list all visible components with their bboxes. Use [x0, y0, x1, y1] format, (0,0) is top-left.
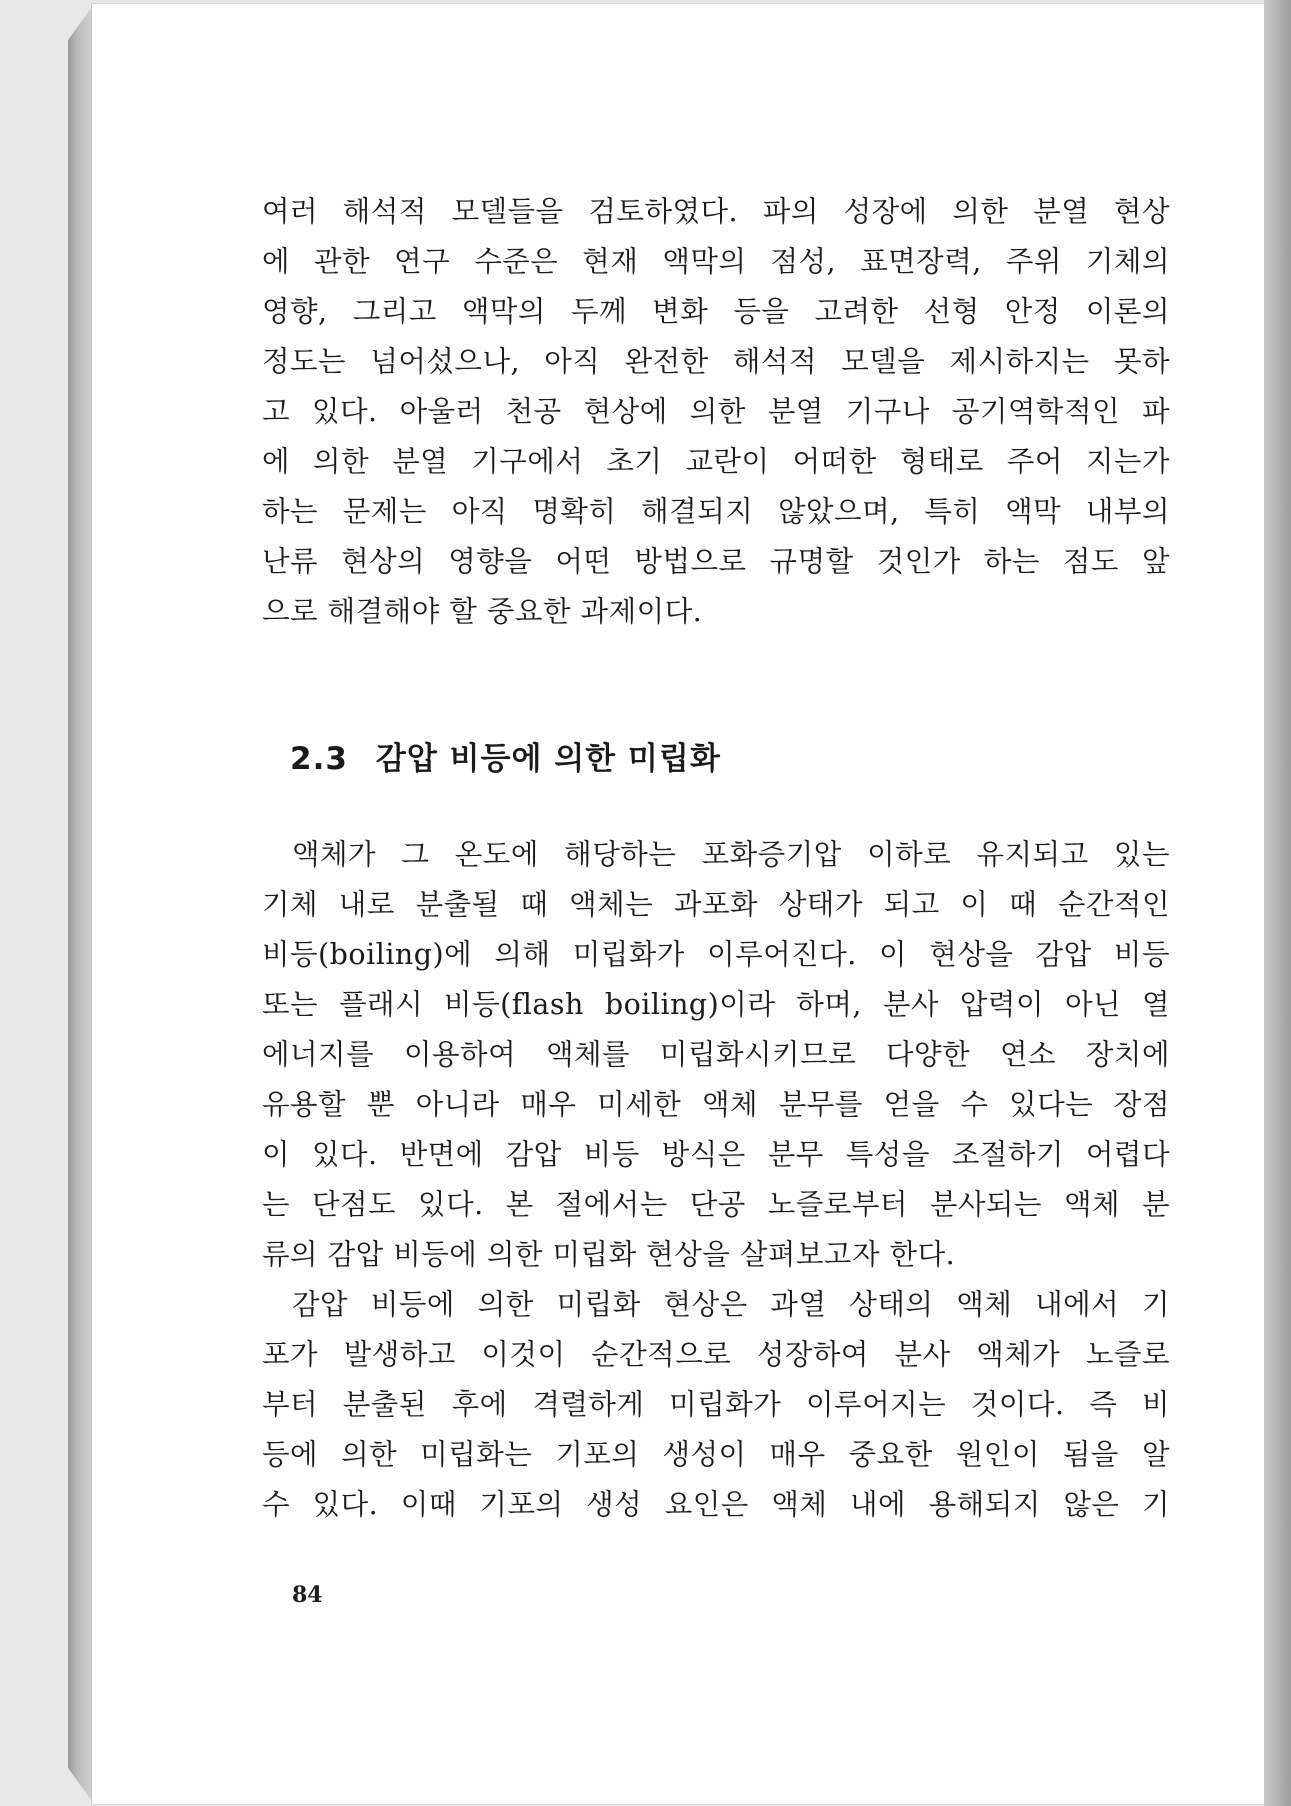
text-line: 난류 현상의 영향을 어떤 방법으로 규명할 것인가 하는 점도 앞 — [262, 545, 1170, 578]
text-line: 여러 해석적 모델들을 검토하였다. 파의 성장에 의한 분열 현상 — [262, 195, 1170, 228]
text-line: 비등(boiling)에 의해 미립화가 이루어진다. 이 현상을 감압 비등 — [262, 938, 1170, 971]
text-line: 부터 분출된 후에 격렬하게 미립화가 이루어지는 것이다. 즉 비 — [262, 1388, 1170, 1421]
page-number: 84 — [292, 1582, 323, 1608]
text-line: 유용할 뿐 아니라 매우 미세한 액체 분무를 얻을 수 있다는 장점 — [262, 1088, 1170, 1121]
section-heading — [290, 733, 721, 778]
text-line: 영향, 그리고 액막의 두께 변화 등을 고려한 선형 안정 이론의 — [262, 295, 1170, 328]
section-body — [262, 830, 1170, 1530]
paragraph-continuation — [262, 187, 1170, 637]
text-line: 고 있다. 아울러 천공 현상에 의한 분열 기구나 공기역학적인 파 — [262, 395, 1170, 428]
text-line: 으로 해결해야 할 중요한 과제이다. — [262, 595, 703, 628]
text-line: 정도는 넘어섰으나, 아직 완전한 해석적 모델을 제시하지는 못하 — [262, 345, 1170, 378]
text-line: 에 관한 연구 수준은 현재 액막의 점성, 표면장력, 주위 기체의 — [262, 245, 1170, 278]
text-line: 에 의한 분열 기구에서 초기 교란이 어떠한 형태로 주어 지는가 — [262, 445, 1170, 478]
text-line: 에너지를 이용하여 액체를 미립화시키므로 다양한 연소 장치에 — [262, 1038, 1170, 1071]
text-line: 또는 플래시 비등(flash boiling)이라 하며, 분사 압력이 아닌 열 — [262, 988, 1170, 1021]
text-line: 감압 비등에 의한 미립화 현상은 과열 상태의 액체 내에서 기 — [292, 1288, 1170, 1321]
text-line: 기체 내로 분출될 때 액체는 과포화 상태가 되고 이 때 순간적인 — [262, 888, 1170, 921]
page-edge-left — [68, 4, 94, 1804]
text-line: 포가 발생하고 이것이 순간적으로 성장하여 분사 액체가 노즐로 — [262, 1338, 1170, 1371]
text-line: 수 있다. 이때 기포의 생성 요인은 액체 내에 용해되지 않은 기 — [262, 1488, 1170, 1521]
text-line: 하는 문제는 아직 명확히 해결되지 않았으며, 특히 액막 내부의 — [262, 495, 1170, 528]
text-line: 액체가 그 온도에 해당하는 포화증기압 이하로 유지되고 있는 — [292, 838, 1170, 871]
text-line: 이 있다. 반면에 감압 비등 방식은 분무 특성을 조절하기 어렵다 — [262, 1138, 1170, 1171]
section-number: 2.3 — [290, 741, 348, 777]
section-title: 감압 비등에 의한 미립화 — [375, 741, 721, 777]
text-line: 류의 감압 비등에 의한 미립화 현상을 살펴보고자 한다. — [262, 1238, 956, 1271]
text-line: 등에 의한 미립화는 기포의 생성이 매우 중요한 원인이 됨을 알 — [262, 1438, 1170, 1471]
page-edge-right — [1264, 0, 1291, 1806]
text-line: 는 단점도 있다. 본 절에서는 단공 노즐로부터 분사되는 액체 분 — [262, 1188, 1170, 1221]
